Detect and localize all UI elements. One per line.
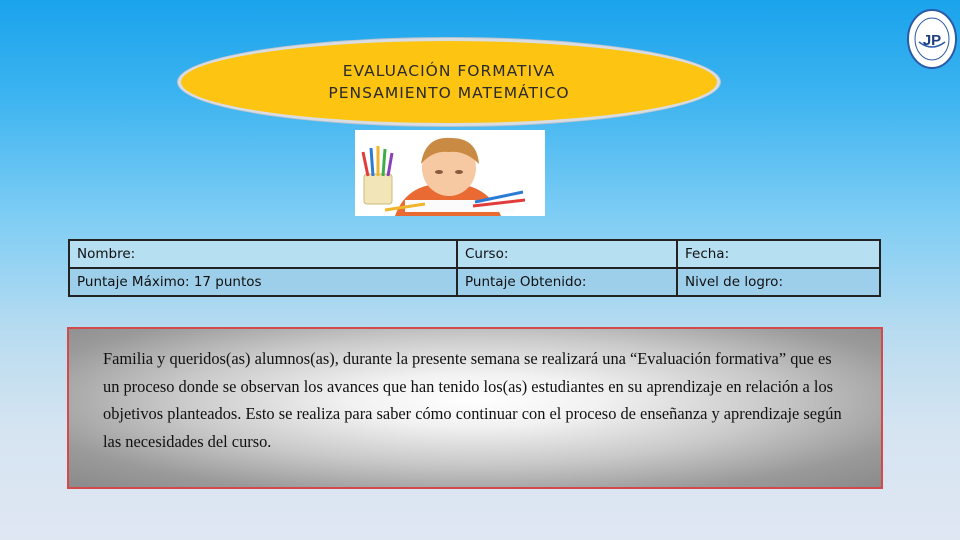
title-line-2: PENSAMIENTO MATEMÁTICO — [328, 84, 570, 102]
table-row — [69, 240, 880, 268]
fecha-field: Fecha: — [677, 240, 880, 268]
table-row — [69, 268, 880, 296]
curso-field: Curso: — [457, 240, 677, 268]
school-logo — [905, 8, 959, 70]
student-info-table — [68, 239, 881, 297]
title-line-1: EVALUACIÓN FORMATIVA — [342, 62, 556, 80]
nivel-logro-field: Nivel de logro: — [677, 268, 880, 296]
logo-text: JP — [922, 32, 942, 49]
puntaje-maximo-field: Puntaje Máximo: 17 puntos — [69, 268, 457, 296]
child-drawing-illustration — [355, 130, 545, 216]
description-text: Familia y queridos(as) alumnos(as), durante la presente semana se realizará una “Evaluación formativa” que es un proceso donde se observan los avances que han tenido los(as) estudiantes en su aprendizaje en relación a los objetivos planteados. Esto se realiza para saber cómo continuar con el proceso de enseñanza y aprendizaje según las necesidades del curso. — [103, 349, 842, 451]
page-title — [178, 60, 720, 104]
description-box — [67, 327, 883, 489]
puntaje-obtenido-field: Puntaje Obtenido: — [457, 268, 677, 296]
nombre-field: Nombre: — [69, 240, 457, 268]
